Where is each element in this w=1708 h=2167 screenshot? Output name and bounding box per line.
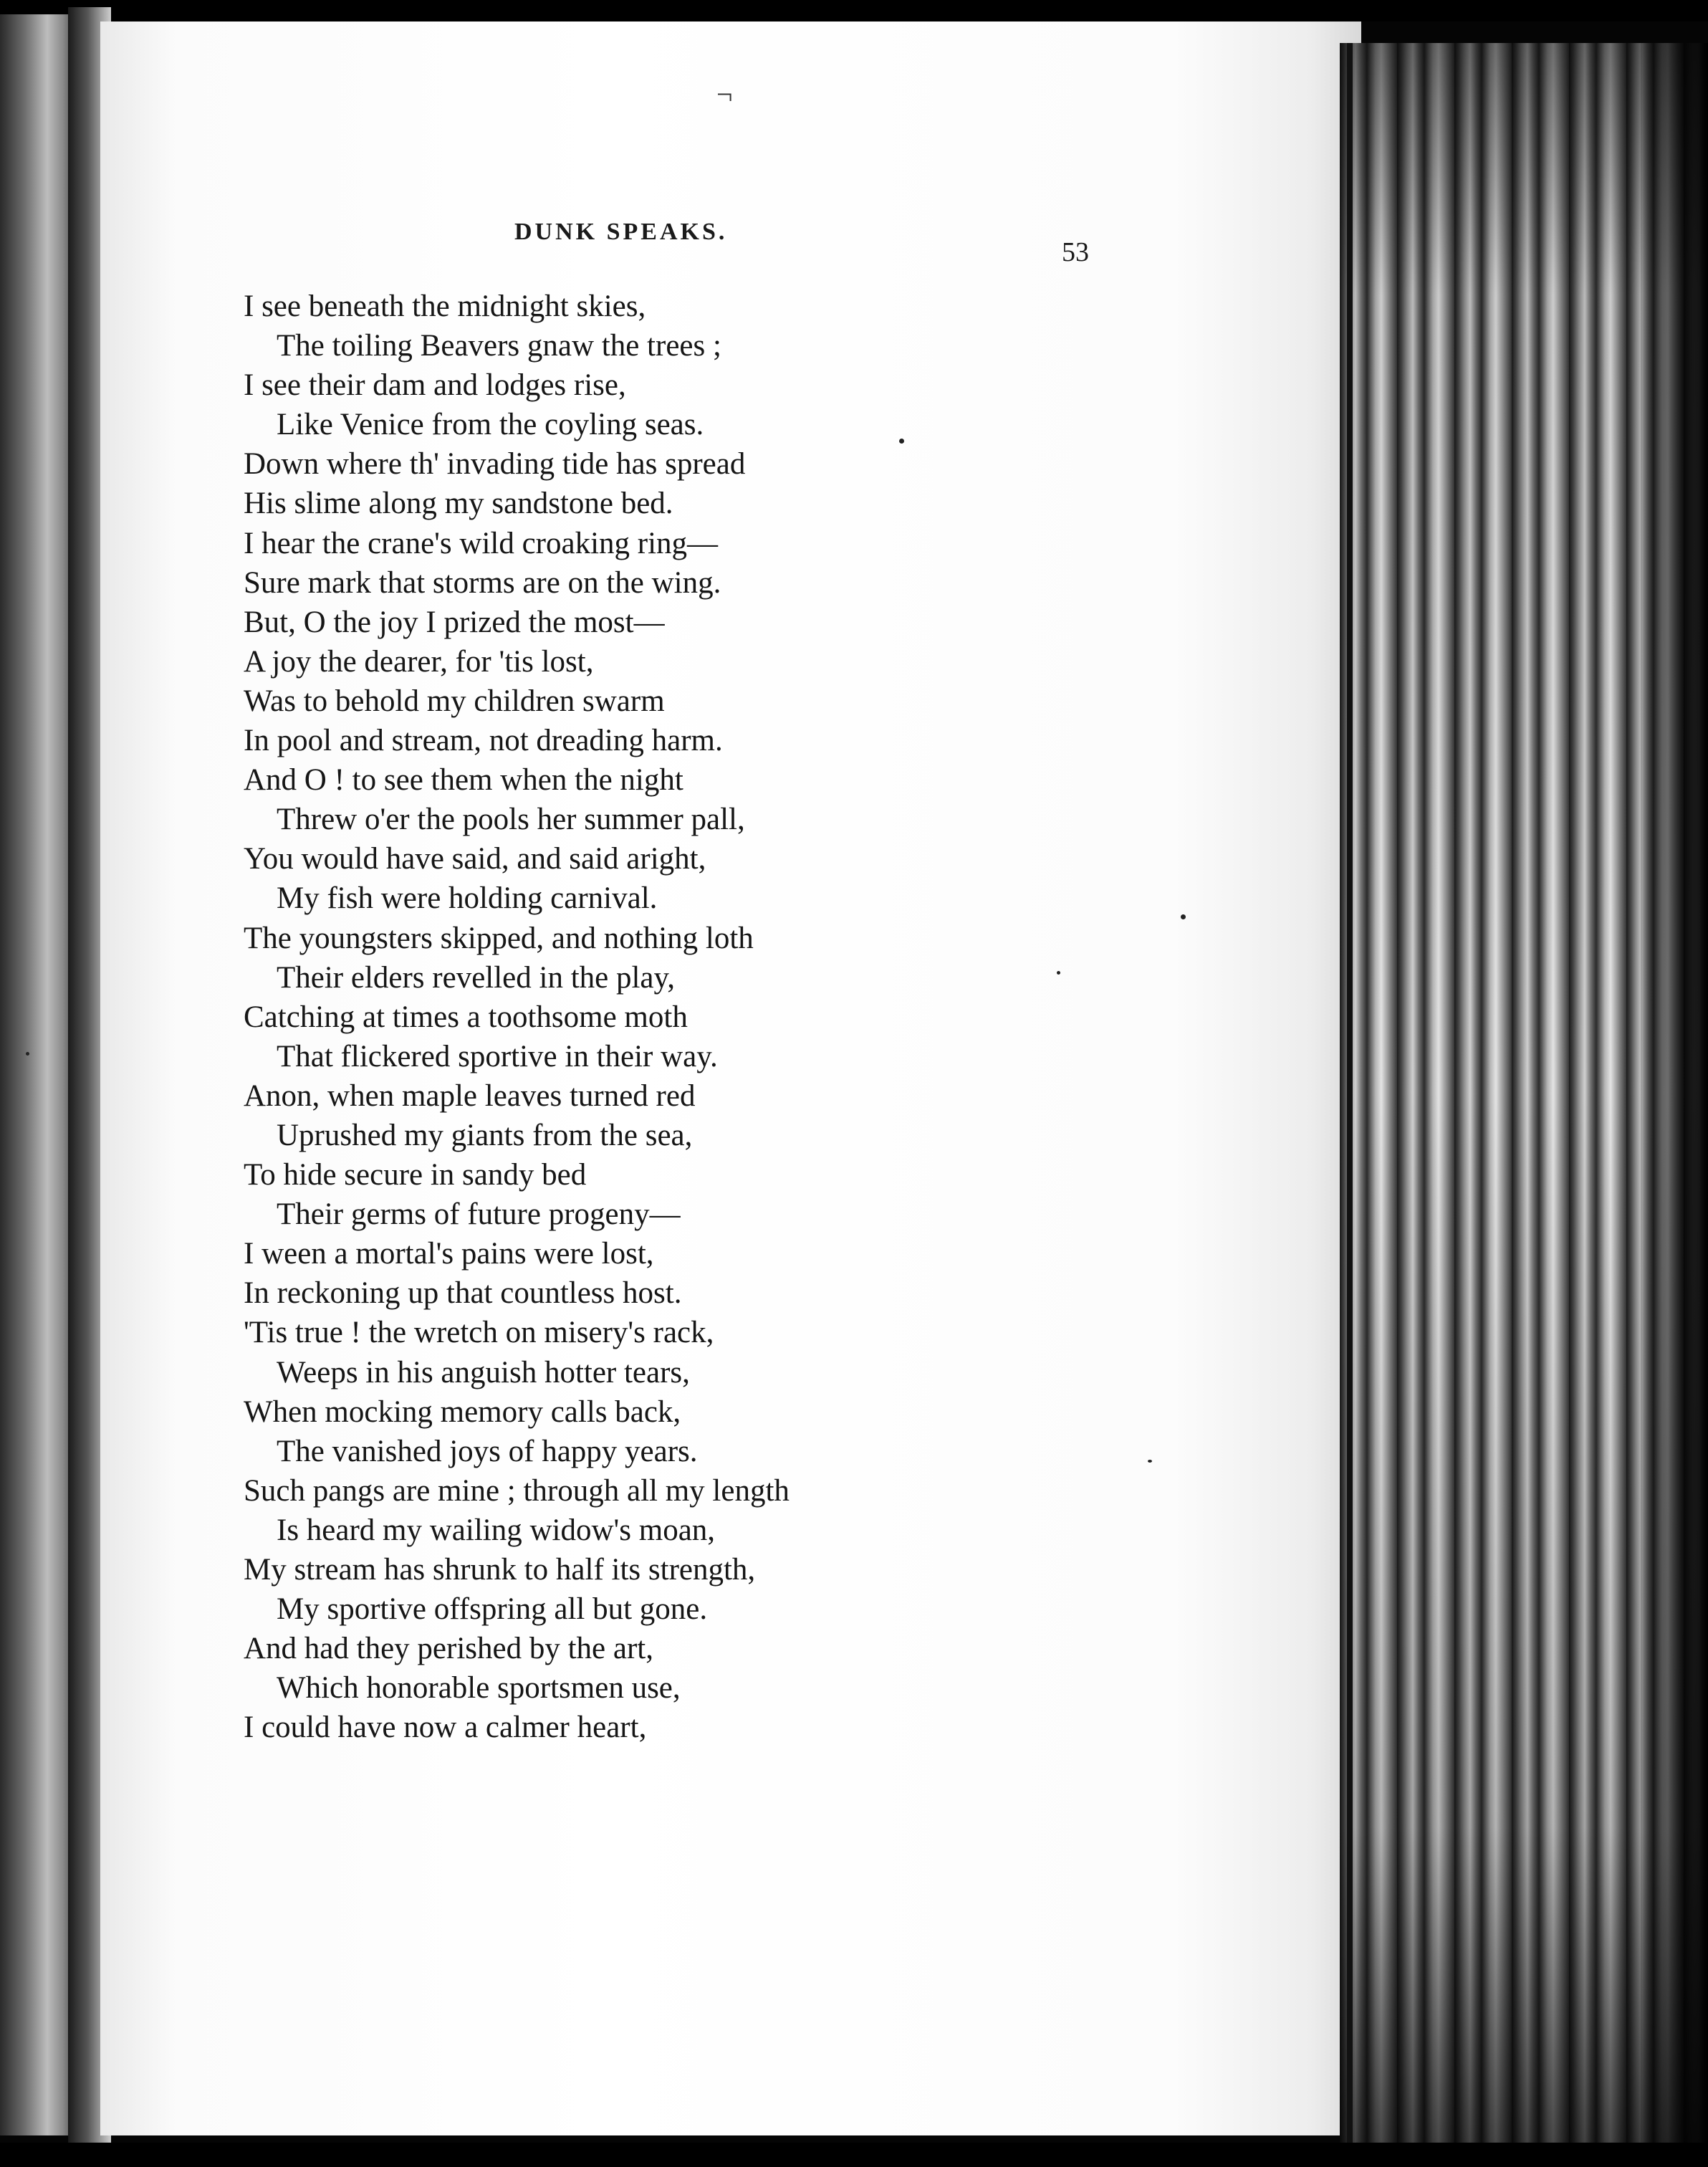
facing-page-edge	[0, 14, 79, 2135]
poem-line: But, O the joy I prized the most—	[244, 605, 665, 639]
poem-line: I ween a mortal's pains were lost,	[244, 1237, 654, 1271]
poem-line: Catching at times a toothsome moth	[244, 1000, 688, 1034]
poem-line: Which honorable sportsmen use,	[277, 1671, 681, 1706]
poem-line: Anon, when maple leaves turned red	[244, 1078, 696, 1113]
poem-line: Down where th' invading tide has spread	[244, 447, 746, 482]
page-edge-line	[1347, 43, 1353, 2143]
poem-line: The vanished joys of happy years.	[277, 1434, 698, 1468]
poem-line: I see beneath the midnight skies,	[244, 290, 646, 323]
poem-line: I could have now a calmer heart,	[244, 1711, 647, 1745]
poem-line: The youngsters skipped, and nothing loth	[244, 921, 754, 955]
scan-speck	[1057, 971, 1060, 975]
poem-line: Such pangs are mine ; through all my length	[244, 1473, 790, 1508]
scan-speck	[26, 1052, 29, 1056]
poem-line: When mocking memory calls back,	[244, 1395, 681, 1429]
scan-right-border	[1641, 43, 1708, 2143]
page-number: 53	[1062, 237, 1089, 267]
poem-line: A joy the dearer, for 'tis lost,	[244, 644, 594, 679]
poem-line: Their elders revelled in the play,	[277, 960, 675, 995]
poem-line: That flickered sportive in their way.	[277, 1039, 718, 1073]
poem-line: And O ! to see them when the night	[244, 763, 683, 798]
poem-line: 'Tis true ! the wretch on misery's rack,	[244, 1316, 714, 1350]
stray-mark: ¬	[716, 78, 733, 110]
poem-text	[244, 287, 1103, 1747]
poem-line: You would have said, and said aright,	[244, 842, 706, 876]
scan-speck	[1148, 1460, 1152, 1463]
poem-line: I see their dam and lodges rise,	[244, 368, 626, 403]
poem-line: The toiling Beavers gnaw the trees ;	[277, 329, 721, 363]
scan-top-border	[0, 0, 1708, 21]
poem-line: My fish were holding carnival.	[277, 881, 658, 916]
poem-line: And had they perished by the art,	[244, 1632, 653, 1666]
poem-line: In reckoning up that countless host.	[244, 1276, 682, 1311]
poem-line: Threw o'er the pools her summer pall,	[277, 803, 745, 837]
poem-line: Was to behold my children swarm	[244, 684, 665, 718]
poem-line: Like Venice from the coyling seas.	[277, 408, 704, 442]
poem-line: My sportive offspring all but gone.	[277, 1592, 708, 1627]
poem-line: Is heard my wailing widow's moan,	[277, 1513, 716, 1547]
poem-line: My stream has shrunk to half its strength,	[244, 1553, 756, 1587]
poem-line: Uprushed my giants from the sea,	[277, 1118, 693, 1152]
scan-speck	[899, 439, 904, 444]
poem-line: Sure mark that storms are on the wing.	[244, 565, 721, 600]
poem-line: Weeps in his anguish hotter tears,	[277, 1355, 690, 1389]
poem-line: To hide secure in sandy bed	[244, 1158, 587, 1192]
scan-speck	[1181, 914, 1186, 919]
poem-line: His slime along my sandstone bed.	[244, 487, 673, 521]
scan-bottom-border	[0, 2143, 1708, 2167]
poem-line: Their germs of future progeny—	[277, 1197, 681, 1232]
poem-line: In pool and stream, not dreading harm.	[244, 724, 723, 758]
running-header-title: DUNK SPEAKS.	[514, 219, 728, 245]
poem-line: I hear the crane's wild croaking ring—	[244, 526, 719, 560]
